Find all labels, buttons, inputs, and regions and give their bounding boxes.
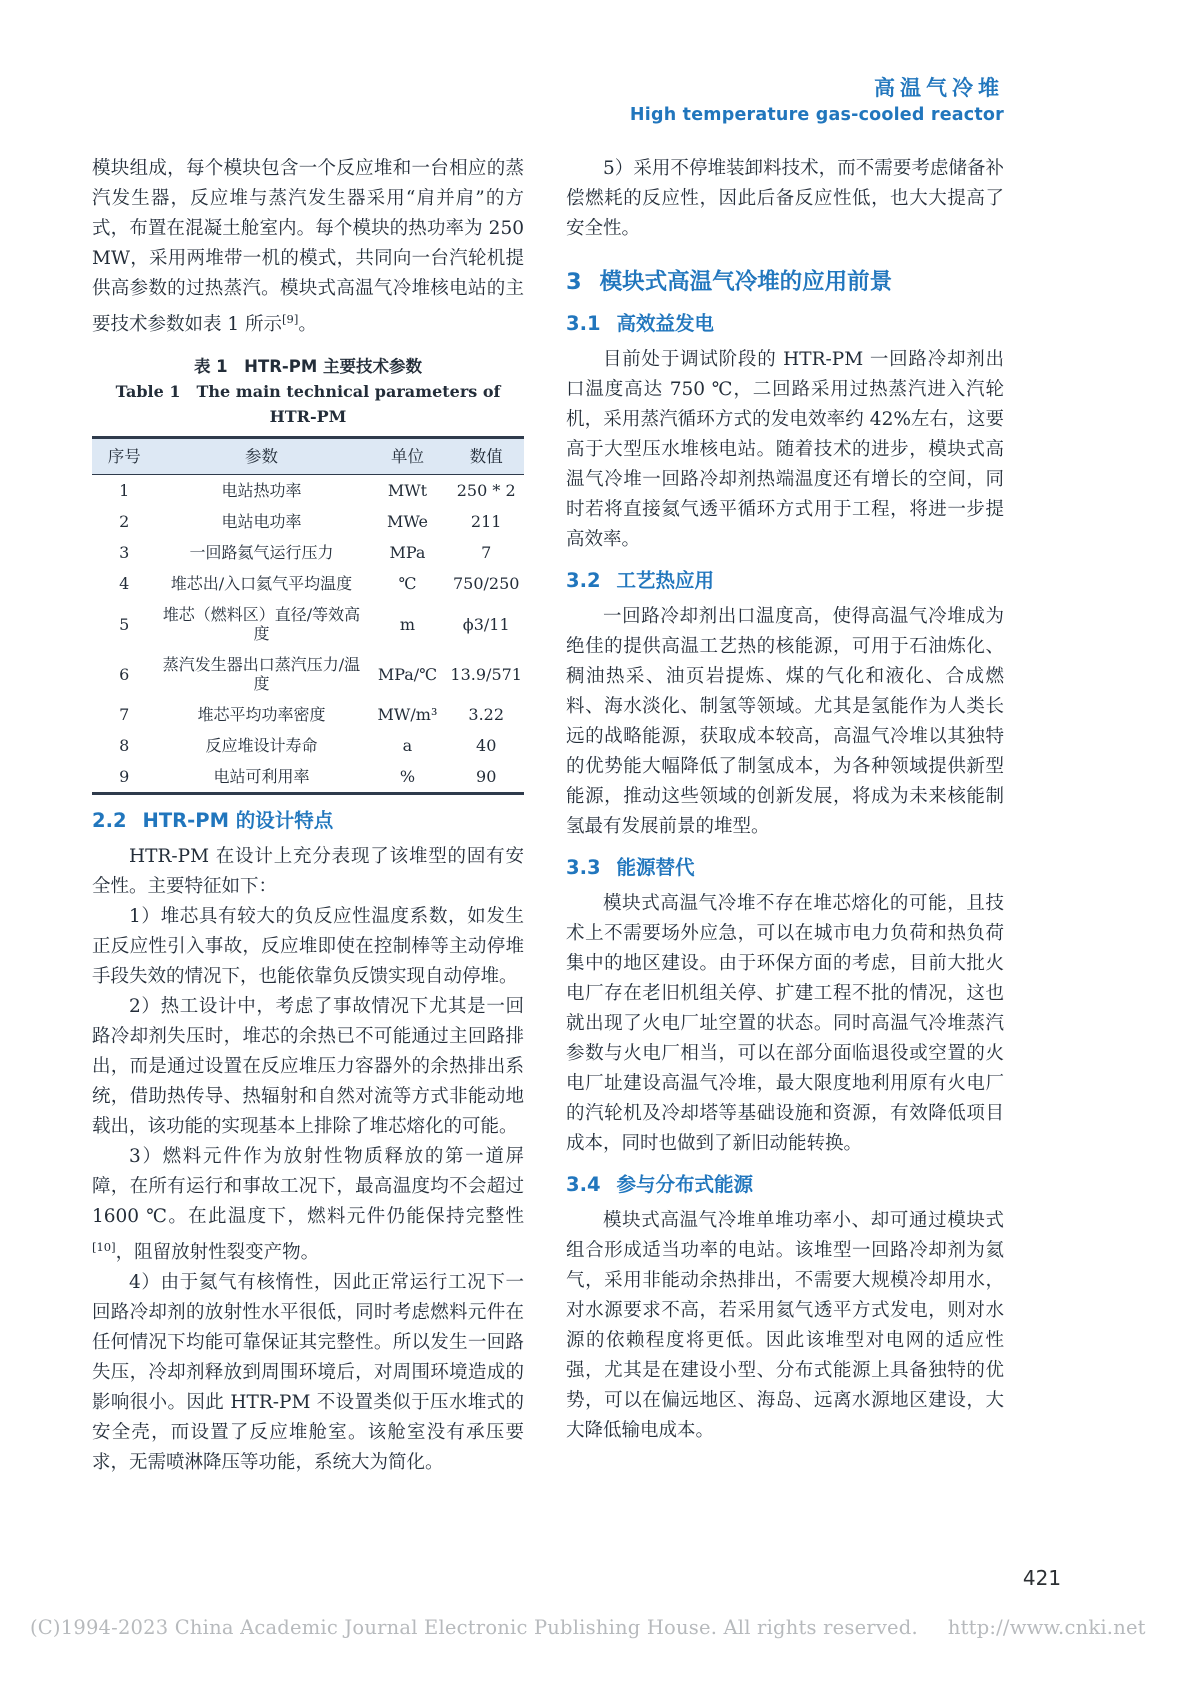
paragraph: 一回路冷却剂出口温度高，使得高温气冷堆成为绝佳的提供高温工艺热的核能源，可用于石油炼化、稠油热采、油页岩提炼、煤的气化和液化、合成燃料、海水淡化、制氢等领域。尤其是氢能作为人类长远的战略能源，获取成本较高，高温气冷堆以其独特的优势能大幅降低了制氢成本，为各种领域提供新型能源，推动这些领域的创新发展，将成为未来核能制氢最有发展前景的堆型。: [566, 606, 1004, 837]
table-cell: 蒸汽发生器出口蒸汽压力/温度: [162, 655, 361, 693]
table-cell: MPa/℃: [377, 664, 438, 684]
table-cell: %: [399, 767, 416, 786]
copyright-text: (C)1994-2023 China Academic Journal Electronic Publishing House. All rights reserved.: [30, 1616, 918, 1639]
right-column: [566, 154, 1004, 1446]
paragraph: 目前处于调试阶段的 HTR-PM 一回路冷却剂出口温度高达 750 ℃，二回路采用过热蒸汽进入汽轮机，采用蒸汽循环方式的发电效率约 42%左右，这要高于大型压水堆核电站。随着技术的进步，模块式高温气冷堆一回路冷却剂热端温度还有增长的空间，同时若将直接氦气透平循环方式用于工程，将进一步提高效率。: [566, 349, 1004, 550]
table-cell: 40: [476, 736, 497, 755]
section-title: 高效益发电: [616, 312, 715, 335]
page-number: 421: [1022, 1566, 1062, 1590]
table-cell: 1: [119, 481, 130, 500]
list-item-4: 4）由于氦气有核惰性，因此正常运行工况下一回路冷却剂的放射性水平很低，同时考虑燃料元件在任何情况下均能可靠保证其完整性。所以发生一回路失压，冷却剂释放到周围环境后，对周围环境造成的影响很小。因此 HTR-PM 不设置类似于压水堆式的安全壳，而设置了反应堆舱室。该舱室没有承压要求，无需喷淋降压等功能，系统大为简化。: [92, 1272, 524, 1473]
table-cell: 7: [481, 543, 492, 562]
paragraph: 模块式高温气冷堆不存在堆芯熔化的可能，且技术上不需要场外应急，可以在城市电力负荷和热负荷集中的地区建设。由于环保方面的考虑，目前大批火电厂存在老旧机组关停、扩建工程不批的情况，这也就出现了火电厂址空置的状态。同时高温气冷堆蒸汽参数与火电厂相当，可以在部分面临退役或空置的火电厂址建设高温气冷堆，最大限度地利用原有火电厂的汽轮机及冷却塔等基础设施和资源，有效降低项目成本，同时也做到了新旧动能转换。: [566, 893, 1004, 1154]
section-number: 3.3: [566, 856, 601, 879]
table-head: [92, 438, 524, 475]
table-cell: ϕ3/11: [462, 614, 510, 634]
table-cell: 电站可利用率: [213, 767, 310, 786]
list-item-5: 5）采用不停堆装卸料技术，而不需要考虑储备补偿燃耗的反应性，因此后备反应性低，也大大提高了安全性。: [566, 158, 1004, 239]
list-item-2: 2）热工设计中，考虑了事故情况下尤其是一回路冷却剂失压时，堆芯的余热已不可能通过主回路排出，而是通过设置在反应堆压力容器外的余热排出系统，借助热传导、热辐射和自然对流等方式非能动地载出，该功能的实现基本上排除了堆芯熔化的可能。: [92, 996, 524, 1137]
list-item-1: 1）堆芯具有较大的负反应性温度系数，如发生正反应性引入事故，反应堆即使在控制棒等主动停堆手段失效的情况下，也能依靠负反馈实现自动停堆。: [92, 906, 524, 987]
cnki-url: http://www.cnki.net: [947, 1616, 1146, 1639]
table-cell: 13.9/571: [450, 664, 522, 684]
copyright-footer: [30, 1616, 1160, 1639]
list-item-3: [92, 1142, 524, 1268]
journal-banner: [566, 72, 1004, 125]
table-cell: 2: [119, 512, 130, 531]
section-title: 能源替代: [616, 856, 695, 879]
table-caption-en: Table 1 The main technical parameters of HTR-PM: [115, 382, 501, 426]
table-cell: 3: [119, 543, 130, 562]
table-cell: 3.22: [468, 705, 505, 724]
citation-ref-9: [9]: [282, 312, 299, 326]
section-number: 3: [566, 269, 582, 295]
table-row: [92, 730, 524, 761]
journal-title-zh: 高温气冷堆: [874, 76, 1004, 100]
table-cell: 211: [470, 512, 502, 531]
table-cell: 8: [119, 736, 130, 755]
section-number: 2.2: [92, 809, 127, 832]
table-cell: MWt: [387, 481, 428, 500]
table-cell: 6: [119, 664, 130, 684]
table-caption-zh: 表 1 HTR-PM 主要技术参数: [193, 357, 423, 376]
section-heading-2-2: [92, 807, 524, 835]
section-title: HTR-PM 的设计特点: [142, 809, 334, 832]
table-cell: 反应堆设计寿命: [205, 736, 318, 755]
section-title: 工艺热应用: [616, 569, 715, 592]
journal-title-en: High temperature gas-cooled reactor: [629, 105, 1004, 125]
section-heading-3-3: [566, 854, 1004, 882]
paragraph-text: 。: [298, 314, 317, 335]
table-cell: 5: [119, 614, 130, 634]
paragraph-text: 3）燃料元件作为放射性物质释放的第一道屏障，在所有运行和事故工况下，最高温度均不会超过 1600 ℃。在此温度下，燃料元件仍能保持完整性: [92, 1146, 524, 1227]
table-cell: 堆芯（燃料区）直径/等效高度: [162, 605, 361, 643]
table-row: [92, 537, 524, 568]
citation-ref-10: [10]: [92, 1240, 116, 1254]
section-title: 参与分布式能源: [616, 1173, 754, 1196]
table-cell: 7: [119, 705, 130, 724]
table-cell: 250 * 2: [456, 481, 516, 500]
paragraph-text: ，阻留放射性裂变产物。: [115, 1242, 320, 1263]
table-body: [92, 475, 524, 794]
section-heading-3-4: [566, 1171, 1004, 1199]
parameters-table: [92, 436, 524, 795]
table-row: [92, 699, 524, 730]
table-cell: a: [402, 736, 413, 755]
section-heading-3-1: [566, 310, 1004, 338]
table-row: [92, 568, 524, 599]
section-number: 3.2: [566, 569, 601, 592]
table-cell: 堆芯出/入口氦气平均温度: [170, 574, 353, 593]
table-header-cell: 数值: [448, 438, 524, 475]
table-cell: 90: [476, 767, 497, 786]
table-cell: 4: [119, 574, 130, 593]
table-header-row: [92, 438, 524, 475]
paragraph: 模块式高温气冷堆单堆功率小、却可通过模块式组合形成适当功率的电站。该堆型一回路冷却剂为氦气，采用非能动余热排出，不需要大规模冷却用水，对水源要求不高，若采用氦气透平方式发电，则对水源的依赖程度将更低。因此该堆型对电网的适应性强，尤其是在建设小型、分布式能源上具备独特的优势，可以在偏远地区、海岛、远离水源地区建设，大大降低输电成本。: [566, 1210, 1004, 1441]
table-cell: 9: [119, 767, 130, 786]
table-header-cell: 序号: [92, 438, 156, 475]
paragraph: HTR-PM 在设计上充分表现了该堆型的固有安全性。主要特征如下：: [92, 846, 524, 897]
section-number: 3.1: [566, 312, 601, 335]
section-heading-3-2: [566, 567, 1004, 595]
table-row: [92, 761, 524, 794]
section-heading-3: [566, 266, 1004, 298]
table-cell: MW/m³: [377, 705, 438, 724]
table-row: [92, 649, 524, 699]
table-cell: 堆芯平均功率密度: [197, 705, 326, 724]
table-cell: MPa: [389, 543, 426, 562]
paragraph: [92, 154, 524, 340]
section-number: 3.4: [566, 1173, 601, 1196]
section-title: 模块式高温气冷堆的应用前景: [599, 269, 893, 295]
table-cell: 一回路氦气运行压力: [189, 543, 334, 562]
table-cell: 电站电功率: [221, 512, 302, 531]
table-cell: 电站热功率: [221, 481, 302, 500]
table-row: [92, 506, 524, 537]
left-column: [92, 154, 524, 1478]
table-cell: ℃: [398, 574, 417, 593]
paragraph-text: 模块组成，每个模块包含一个反应堆和一台相应的蒸汽发生器，反应堆与蒸汽发生器采用“肩并肩”的方式，布置在混凝土舱室内。每个模块的热功率为 250 MW，采用两堆带一机的模式，共同向一台汽轮机提供高参数的过热蒸汽。模块式高温气冷堆核电站的主要技术参数如表 1 所示: [92, 158, 524, 335]
table-header-cell: 参数: [156, 438, 366, 475]
table-header-cell: 单位: [367, 438, 449, 475]
table-row: [92, 599, 524, 649]
table-cell: 750/250: [452, 574, 520, 593]
table-cell: MWe: [386, 512, 428, 531]
table-cell: m: [399, 614, 416, 634]
table-row: [92, 475, 524, 507]
